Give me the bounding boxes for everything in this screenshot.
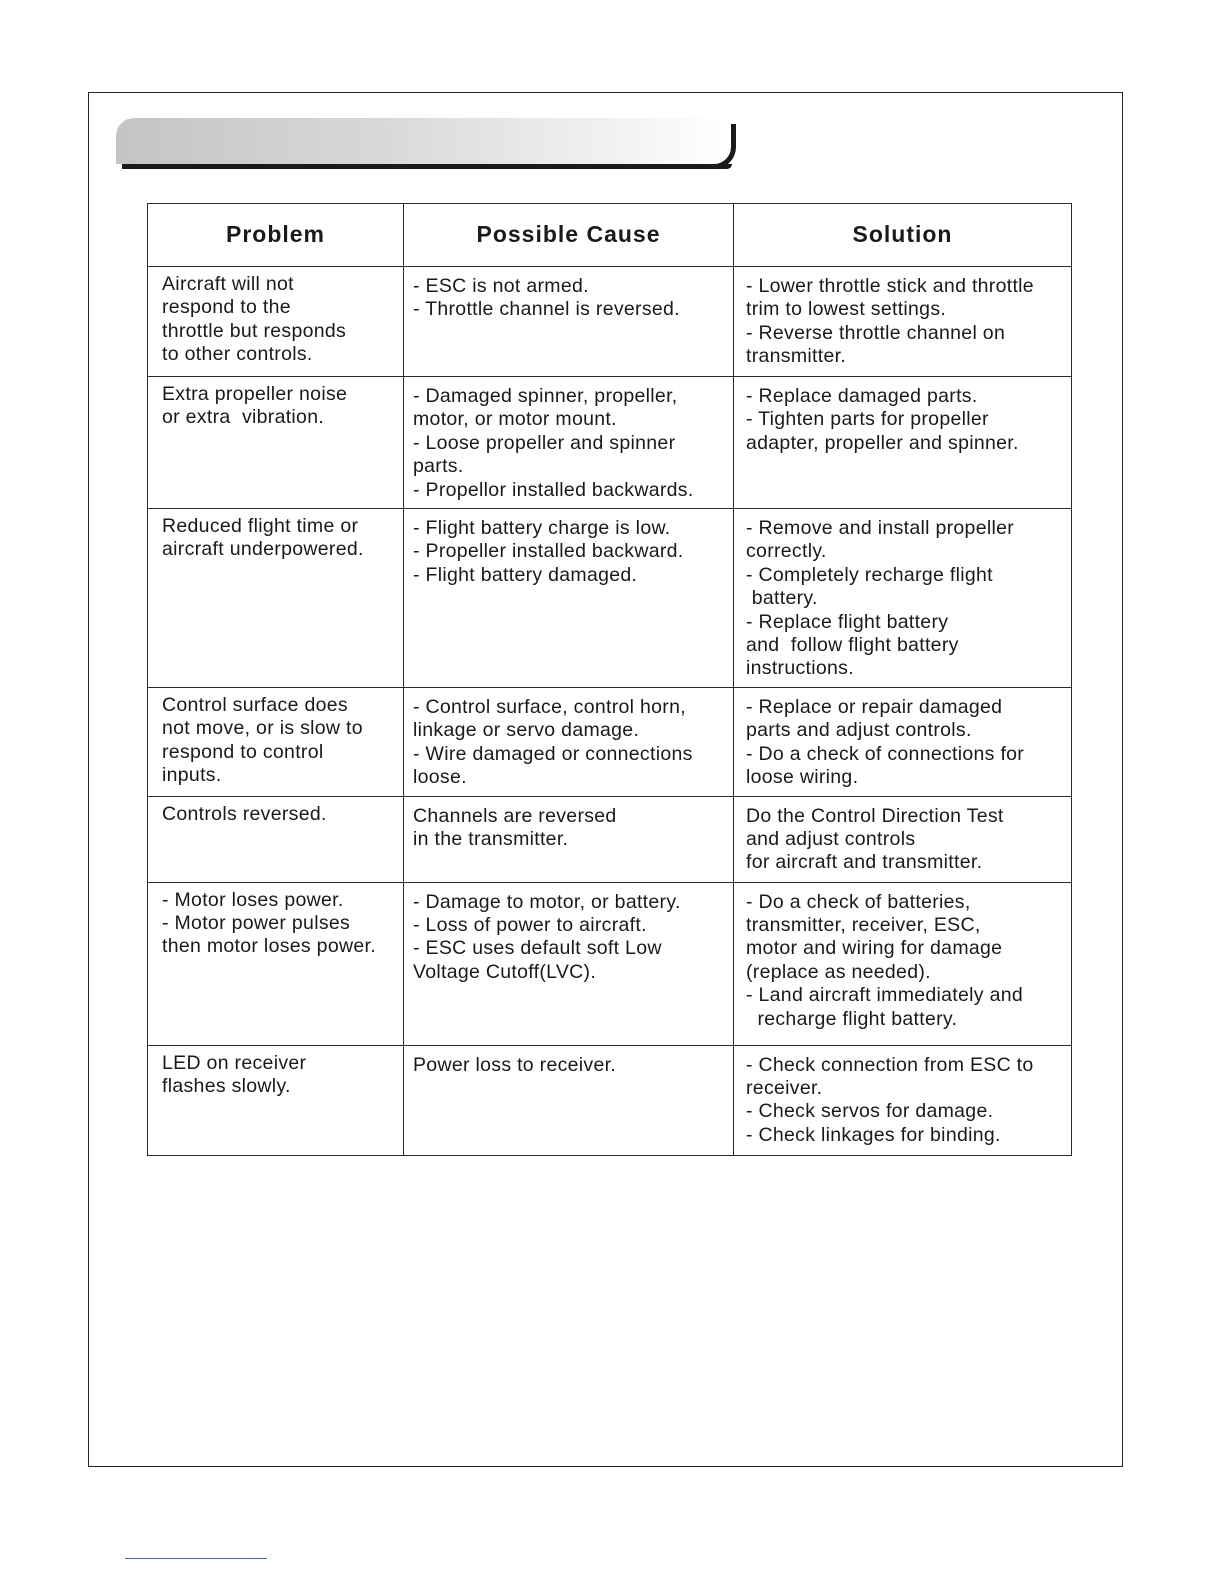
cell-line: Controls reversed. [162, 802, 327, 825]
table-row [148, 687, 1072, 796]
cause-cell [404, 882, 734, 1045]
cell-line: - Flight battery damaged. [413, 563, 638, 586]
table-row [148, 377, 1072, 509]
solution-cell [734, 1045, 1072, 1155]
banner-underline [122, 164, 732, 169]
cell-line: - ESC is not armed. [413, 275, 589, 297]
cell-line: - Reverse throttle channel on [746, 321, 1006, 344]
cell-line: and follow flight battery [746, 634, 959, 657]
cell-line: loose. [413, 766, 467, 789]
cell-line: - Loose propeller and spinner [413, 431, 676, 454]
cell-line: - Replace or repair damaged [746, 695, 1003, 718]
banner-hook [712, 124, 736, 169]
cell-line: instructions. [746, 657, 854, 680]
footer-link-underline [125, 1558, 267, 1559]
cause-cell [404, 267, 734, 377]
cell-line: in the transmitter. [413, 827, 569, 850]
cell-line: - Do a check of batteries, [746, 890, 971, 913]
cell-line: not move, or is slow to [162, 717, 363, 740]
cell-line: motor, or motor mount. [413, 408, 617, 431]
cell-line: Voltage Cutoff(LVC). [413, 960, 597, 983]
cell-line: - Check servos for damage. [746, 1100, 994, 1123]
cell-line: - Control surface, control horn, [413, 695, 686, 718]
cell-line: - Replace damaged parts. [746, 385, 978, 407]
cell-line: battery. [746, 587, 818, 610]
cell-line: - ESC uses default soft Low [413, 937, 662, 960]
cell-line: Aircraft will not [162, 273, 294, 295]
cell-line: transmitter, receiver, ESC, [746, 913, 981, 936]
cell-line: - Propellor installed backwards. [413, 478, 694, 501]
cell-line: for aircraft and transmitter. [746, 851, 983, 874]
cell-line: Power loss to receiver. [413, 1053, 617, 1076]
cell-line: inputs. [162, 764, 222, 787]
cell-line: - Propeller installed backward. [413, 540, 684, 563]
cell-line: - Wire damaged or connections [413, 742, 693, 765]
table-row [148, 796, 1072, 882]
problem-cell [148, 796, 404, 882]
cell-line: - Check linkages for binding. [746, 1123, 1001, 1146]
solution-cell [734, 882, 1072, 1045]
cell-line: - Damaged spinner, propeller, [413, 385, 678, 407]
problem-cell [148, 1045, 404, 1155]
cell-line: - Land aircraft immediately and [746, 984, 1024, 1007]
cell-line: transmitter. [746, 345, 847, 368]
cell-line: parts. [413, 455, 464, 478]
cell-line: correctly. [746, 540, 827, 563]
cell-line: LED on receiver [162, 1051, 307, 1074]
cell-line: - Check connection from ESC to [746, 1053, 1034, 1076]
table-row [148, 267, 1072, 377]
cell-line: to other controls. [162, 343, 313, 366]
cell-line: - Loss of power to aircraft. [413, 913, 647, 936]
cell-line: Reduced flight time or [162, 515, 359, 538]
solution-cell [734, 796, 1072, 882]
solution-cell [734, 509, 1072, 688]
solution-cell [734, 687, 1072, 796]
cell-line: Channels are reversed [413, 804, 617, 827]
cause-cell [404, 377, 734, 509]
cell-line: - Lower throttle stick and throttle [746, 275, 1034, 297]
table-row [148, 882, 1072, 1045]
cause-cell [404, 687, 734, 796]
cell-line: - Motor power pulses [162, 911, 351, 934]
cell-line: - Flight battery charge is low. [413, 517, 671, 540]
cause-cell [404, 509, 734, 688]
cell-line: and adjust controls [746, 827, 916, 850]
cause-cell [404, 796, 734, 882]
cell-line: Do the Control Direction Test [746, 804, 1004, 827]
header-problem: Problem [148, 204, 404, 267]
cell-line: - Tighten parts for propeller [746, 408, 989, 431]
table-row [148, 509, 1072, 688]
solution-cell [734, 377, 1072, 509]
cell-line: adapter, propeller and spinner. [746, 431, 1019, 454]
cause-cell [404, 1045, 734, 1155]
cell-line: - Do a check of connections for [746, 742, 1025, 765]
solution-cell [734, 267, 1072, 377]
cell-line: respond to control [162, 740, 324, 763]
cell-line: - Throttle channel is reversed. [413, 298, 680, 321]
problem-cell [148, 882, 404, 1045]
banner-gradient [116, 118, 728, 164]
cell-line: recharge flight battery. [746, 1007, 958, 1030]
cell-line: motor and wiring for damage [746, 937, 1003, 960]
cell-line: flashes slowly. [162, 1074, 291, 1097]
header-possible-cause: Possible Cause [404, 204, 734, 267]
cell-line: - Motor loses power. [162, 888, 344, 911]
section-banner [116, 118, 750, 170]
cell-line: - Damage to motor, or battery. [413, 890, 681, 913]
problem-cell [148, 687, 404, 796]
cell-line: throttle but responds [162, 319, 347, 342]
cell-line: loose wiring. [746, 766, 859, 789]
cell-line: parts and adjust controls. [746, 719, 972, 742]
table-header-row [148, 204, 1072, 267]
cell-line: - Completely recharge flight [746, 563, 993, 586]
problem-cell [148, 509, 404, 688]
cell-line: then motor loses power. [162, 935, 376, 958]
cell-line: Extra propeller noise [162, 383, 348, 405]
cell-line: Control surface does [162, 693, 348, 716]
cell-line: aircraft underpowered. [162, 538, 364, 561]
troubleshooting-table [147, 203, 1072, 1156]
cell-line: - Replace flight battery [746, 610, 949, 633]
cell-line: - Remove and install propeller [746, 517, 1015, 540]
problem-cell [148, 377, 404, 509]
cell-line: receiver. [746, 1076, 823, 1099]
cell-line: or extra vibration. [162, 406, 325, 429]
cell-line: trim to lowest settings. [746, 298, 947, 321]
table-row [148, 1045, 1072, 1155]
cell-line: linkage or servo damage. [413, 719, 640, 742]
header-solution: Solution [734, 204, 1072, 267]
cell-line: (replace as needed). [746, 960, 931, 983]
cell-line: respond to the [162, 296, 291, 319]
problem-cell [148, 267, 404, 377]
